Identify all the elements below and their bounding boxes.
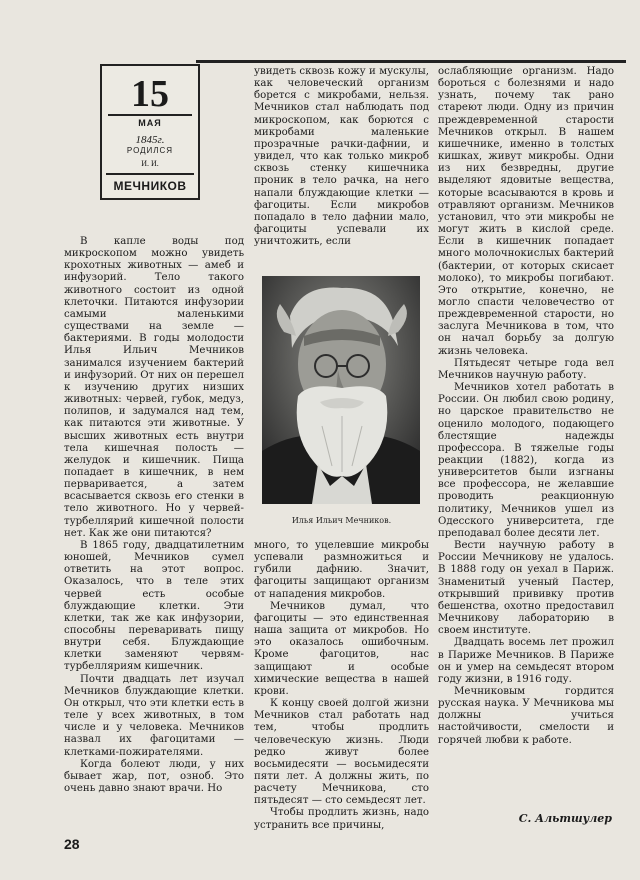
article-column-2-top xyxy=(254,66,429,266)
paragraph: увидеть сквозь кожу и мускулы, как человеческий организм борется с микробами, нельзя. Мечников стал наблюдать под микроскопом, как борются с микробами маленькие прозрачные рачки-дафнии, и увидел, что как только микроб сквозь стенку кишечника проник в тело рачка, на него напали блуждающие клетки — фагоциты. Если микробов попадало в тело дафнии мало, фагоциты успевали их уничтожить, если xyxy=(254,66,429,248)
article-column-2-bottom xyxy=(254,540,429,840)
header-rule xyxy=(196,60,626,63)
badge-year: 1845г. xyxy=(135,134,165,146)
article-column-1 xyxy=(64,236,244,826)
badge-name: МЕЧНИКОВ xyxy=(106,173,194,193)
paragraph: К концу своей долгой жизни Мечников стал работать над тем, чтобы продлить человеческую жизнь. Люди редко живут более восьмидесяти — восьмидесяти пяти лет. А должны жить, по расчету Мечникова, сто пятьдесят — сто семьдесят лет. xyxy=(254,698,429,807)
paragraph: В 1865 году, двадцатилетним юношей, Мечников сумел ответить на этот вопрос. Оказалось, что в теле этих червей есть особые блуждающие клетки. Эти клетки, так же как инфузории, способны переваривать пищу внутри себя. Блуждающие клетки заменяют червям-турбелляриям кишечник. xyxy=(64,539,244,673)
paragraph: Чтобы продлить жизнь, надо устранить все причины, xyxy=(254,807,429,831)
date-badge xyxy=(100,64,200,200)
badge-month: МАЯ xyxy=(138,118,162,128)
paragraph: ослабляющие организм. Надо бороться с болезнями и надо узнать, почему так рано стареют люди. Одну из причин преждевременной старости Мечников открыл. В нашем кишечнике, именно в толстых кишках, живут микробы. Одни из них безвредны, другие выделяют ядовитые вещества, которые всасываются в кровь и отравляют организм. Мечников установил, что эти микробы не могут жить в кислой среде. Если в кишечник попадает много молочнокислых бактерий (бактерии, от которых скисает молоко), то микробы погибают. Это открытие, конечно, не могло спасти человечество от преждевременной старости, но заслуга Мечникова в том, что он начал борьбу за долгую жизнь человека. xyxy=(438,66,614,357)
page-number: 28 xyxy=(64,836,80,852)
paragraph: Почти двадцать лет изучал Мечников блуждающие клетки. Он открыл, что эти клетки есть в теле у всех животных, в том числе и у человека. Мечников назвал их фагоцитами — клетками-пожирателями. xyxy=(64,673,244,758)
portrait-photo xyxy=(262,276,420,504)
badge-born: РОДИЛСЯ xyxy=(126,146,174,155)
paragraph: Пятьдесят четыре года вел Мечников научную работу. xyxy=(438,357,614,381)
paragraph: Двадцать восемь лет прожил в Париже Мечников. В Париже он и умер на семьдесят втором году жизни, в 1916 году. xyxy=(438,637,614,685)
badge-day: 15 xyxy=(108,74,192,116)
article-column-3 xyxy=(438,66,614,806)
paragraph: Мечниковым гордится русская наука. У Мечникова мы должны учиться настойчивости, смелости и горячей любви к работе. xyxy=(438,685,614,746)
photo-caption: Илья Ильич Мечников. xyxy=(291,516,392,525)
author-signature: С. Альтшулер xyxy=(518,812,612,825)
paragraph: Вести научную работу в России Мечникову не удалось. В 1888 году он уехал в Париж. Знаменитый ученый Пастер, открывший прививку против бешенства, охотно предоставил Мечникову лабораторию в своем институте. xyxy=(438,540,614,637)
paragraph: Мечников думал, что фагоциты — это единственная наша защита от микробов. Но это оказалось ошибочным. Кроме фагоцитов, нас защищают и особые химические вещества в нашей крови. xyxy=(254,600,429,697)
paragraph: Мечников хотел работать в России. Он любил свою родину, но царское правительство не оценило молодого, подающего блестящие надежды профессора. В тяжелые годы реакции (1882), когда из университетов были изгнаны все профессора, не желавшие проводить реакционную политику, Мечников ушел из Одесского университета, где преподавал более десяти лет. xyxy=(438,382,614,539)
paragraph: В капле воды под микроскопом можно увидеть крохотных животных — амеб и инфузорий. Тело такого животного состоит из одной клеточки. Питаются инфузории самыми маленькими существами на земле — бактериями. В годы молодости Илья Ильич Мечников занимался изучением бактерий и инфузорий. От них он перешел к изучению других низших животных: червей, губок, медуз, полипов, и задумался над тем, как питаются эти животные. У высших животных есть внутри тела кишечная полость — желудок и кишечник. Пища попадает в кишечник, в нем перваривается, а затем всасывается сквозь его стенки в тело животного. Но у червей-турбеллярий кишечной полости нет. Как же они питаются? xyxy=(64,236,244,539)
portrait-image xyxy=(262,276,420,504)
badge-initials: И. И. xyxy=(141,159,159,168)
paragraph: Когда болеют люди, у них бывает жар, пот, озноб. Это очень давно знают врачи. Но xyxy=(64,758,244,795)
paragraph: много, то уцелевшие микробы успевали размножиться и губили дафнию. Значит, фагоциты защищают организм от нападения микробов. xyxy=(254,540,429,600)
